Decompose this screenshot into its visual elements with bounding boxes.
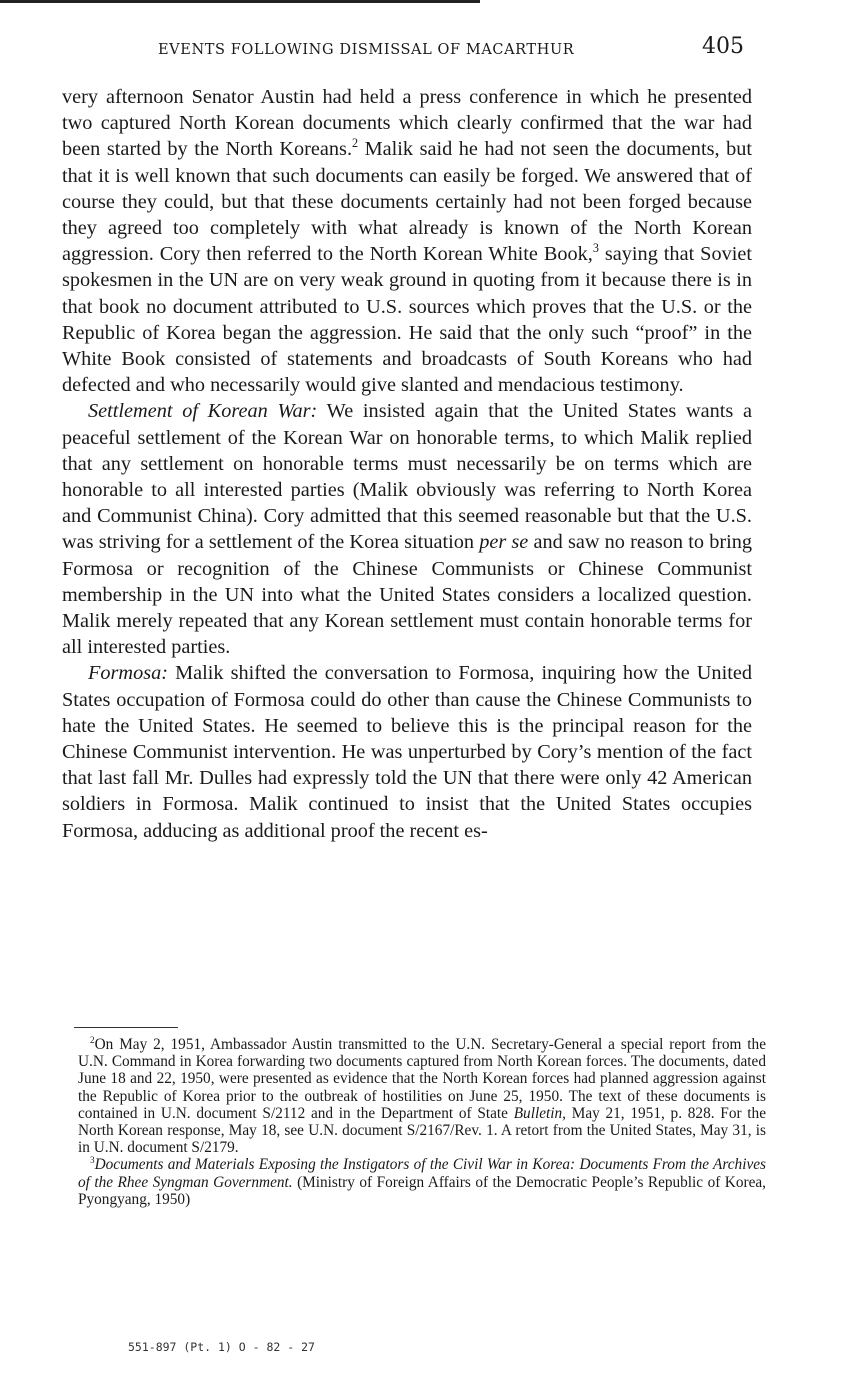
footnote-2 [78, 1036, 766, 1156]
paragraph-text: saying that Soviet spokesmen in the UN are on very weak ground in quoting from it because there is in that book no document attributed to U.S. sources which proves that the U.S. or the Republic of Korea began the aggression. He said that the only such “proof” in the White Book consisted of statements and broadcasts of South Koreans who had defected and who necessarily would give slanted and mendacious testimony. [62, 243, 752, 397]
italic-title: Bulletin, [513, 1104, 566, 1122]
footnote-text: (Ministry of Foreign Affairs of the Democratic People’s Republic of Korea, Pyongyang, 1950) [78, 1173, 766, 1208]
paragraph-1 [62, 84, 752, 398]
footnote-mark: 2 [90, 1034, 95, 1045]
paragraph-text: We insisted again that the United States wants a peaceful settlement of the Korean War on honorable terms, to which Malik replied that any settlement on honorable terms must necessarily be on terms which are honorable to all interested parties (Malik obviously was referring to North Korea and Communist China). Cory admitted that this seemed reasonable but that the U.S. was striving for a settlement of the Korea situation [62, 400, 752, 554]
section-label: Settlement of Korean War: [88, 400, 318, 423]
footnote-ref: 2 [352, 136, 359, 151]
paragraph-text: Malik said he had not seen the documents, but that it is well known that such documents can easily be forged. We answered that of course they could, but that these documents certainly had not been forged because they agreed too completely with what already is known of the North Korean aggression. Cory then referred to the North Korean White Book, [62, 138, 752, 266]
footnotes [78, 1036, 766, 1208]
footnote-text: May 21, 1951, p. 828. For the North Korean response, May 18, see U.N. document S/2167/Rev. 1. A retort from the United States, May 31, is in U.N. document S/2179. [78, 1104, 766, 1157]
footnote-text: On May 2, 1951, Ambassador Austin transmitted to the U.N. Secretary-General a special report from the U.N. Command in Korea forwarding two documents captured from North Korean forces. The documents, dated June 18 and 22, 1950, were presented as evidence that the North Korean forces had planned aggression against the Republic of Korea prior to the outbreak of hostilities on June 25, 1950. The text of these documents is contained in U.N. document S/2112 and in the Department of State [78, 1036, 766, 1122]
body-text [62, 84, 752, 844]
print-code: 551-897 (Pt. 1) O - 82 - 27 [128, 1340, 315, 1354]
paragraph-text: and saw no reason to bring Formosa or recognition of the Chinese Communists or Chinese Communist membership in the UN into what the United States considers a localized question. Malik merely repeated that any Korean settlement must contain honorable terms for all interested parties. [62, 531, 753, 659]
footnote-divider [74, 1027, 178, 1028]
section-label: Formosa: [88, 662, 168, 685]
page-number: 405 [702, 34, 744, 59]
italic-term: per se [479, 531, 529, 554]
footnote-3 [78, 1156, 766, 1208]
footnote-mark: 3 [90, 1155, 95, 1166]
paragraph-text: Malik shifted the conversation to Formosa, inquiring how the United States occupation of Formosa could do other than cause the Chinese Communists to hate the United States. He seemed to believe this is the principal reason for the Chinese Communist intervention. He was unperturbed by Cory’s mention of the fact that last fall Mr. Dulles had expressly told the UN that there were only 42 American soldiers in Formosa. Malik continued to insist that the United States occupies Formosa, adducing as additional proof the recent es- [62, 662, 752, 842]
footnote-ref: 3 [592, 241, 599, 256]
top-rule [0, 0, 480, 3]
paragraph-formosa [62, 660, 752, 843]
running-title: EVENTS FOLLOWING DISMISSAL OF MACARTHUR [158, 42, 575, 58]
paragraph-settlement [62, 398, 752, 660]
italic-title: Documents and Materials Exposing the Instigators of the Civil War in Korea: Documents From the Archives of the Rhee Syngman Government. [78, 1156, 766, 1191]
paragraph-text: very afternoon Senator Austin had held a press conference in which he presented two captured North Korean documents which clearly confirmed that the war had been started by the North Koreans. [62, 86, 752, 161]
